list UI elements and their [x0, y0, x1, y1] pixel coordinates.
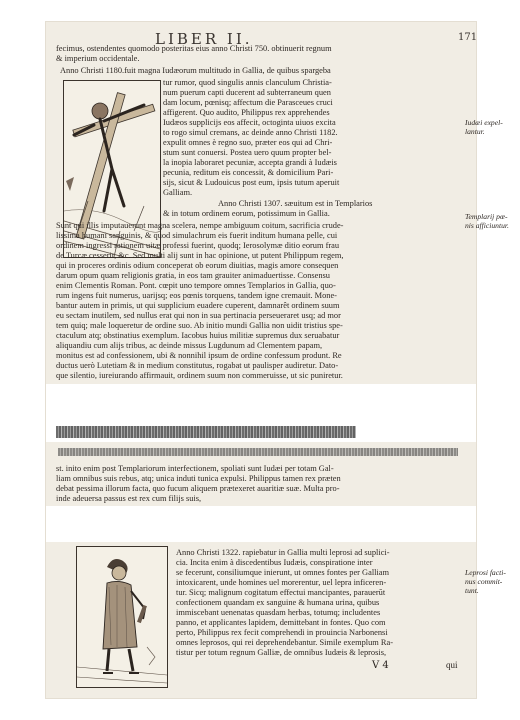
ink-smudge: [58, 448, 458, 456]
text-line: confectionem quandam ex sanguine & humana urina, quibus: [176, 598, 380, 607]
text-line: stum sunt conuersi. Postea uero quum propter bel-: [163, 148, 332, 157]
text-line: Anno Christi 1307. sæuitum est in Templarios: [218, 199, 373, 208]
text-line: tur. Sicq; malignum cogitatum effectui mancipantes, parauerūt: [176, 588, 386, 597]
margin-note: Iudæi expel-lantur.: [465, 118, 503, 136]
text-line: Anno Christi 1180.fuit magna Iudæorum multitudo in Gallia, de quibus spargeba: [60, 66, 331, 75]
text-line: inde adeuersa passus est rex cum filijs suis,: [56, 494, 202, 503]
text-line: eu sectam inutilem, sed nullus erat qui non in sua pertinacia perseueraret usq; ad mor: [56, 311, 341, 320]
text-line: qui in proceres ordinis odium conceperat ob eorum diuitias, magis amore consequen: [56, 261, 339, 270]
text-line: bantur autem in primis, ut qui supplicium euadere cuperent, damnarêt ordinem suum: [56, 301, 340, 310]
text-line: de Turcæ cesserit, &c. Sed multi alij sunt in hac opinione, ut putent Philippum regem,: [56, 251, 344, 260]
text-line: debat pessima illorum facta, quo fucum aliquem prætexeret auaritiæ suæ. Multa pro-: [56, 484, 340, 493]
text-line: immiscebant uenenatas quasdam herbas, totumq; includentes: [176, 608, 381, 617]
text-line: la inopia laboraret pecuniæ, accepta grandi à Iudæis: [163, 158, 337, 167]
catchword: qui: [446, 660, 458, 670]
text-line: omnes leprosos, qui rei deprehendebantur. Simile exemplum Ra-: [176, 638, 394, 647]
text-line: monitus est ad confessionem, ubi & nonnihil ipsum de ordine confessum produnt. Re: [56, 351, 342, 360]
page-number: 171: [458, 32, 478, 43]
text-line: tem quiq; male loqueretur de ordine suo. Ab initio mundi Gallia non uidit tristius spe-: [56, 321, 343, 330]
text-line: to rogo simul cremans, ac deinde anno Christi 1182.: [163, 128, 338, 137]
text-line: liam omnibus suis rebus, atq; unica induti tunica expulsi. Philippus tamen rex præten: [56, 474, 341, 483]
text-line: ctaculum atq; obstinatius exemplum. Iacobus huius militiæ supremus dux seruabatur: [56, 331, 340, 340]
running-title: LIBER II.: [155, 30, 253, 48]
text-line: Galliam.: [163, 188, 193, 197]
leper-woodcut: [76, 546, 168, 688]
text-line: dam locum, pœnisq; affectum die Parasceues cruci: [163, 98, 333, 107]
text-line: darum opum quam religionis gratia, in eos tam grauiter animaduertisse. Consensu: [56, 271, 330, 280]
text-line: & in totum ordinem eorum, potissimum in Gallia.: [163, 209, 330, 218]
text-line: Sunt qui illis imputauerunt magna scelera, nempe ambiguum coitum, sacrificia crude-: [56, 221, 344, 230]
text-line: que silentio, iureiurando affirmauit, ordinem suum non commeruisse, ut sic puniretur.: [56, 371, 343, 380]
text-line: aliquandiu cum alijs tribus, ac deinde missus Lugdunum ad Clementem papam,: [56, 341, 323, 350]
text-line: expulit omnes è regno suo, præter eos qui ad Chri-: [163, 138, 333, 147]
margin-note: Templarij pœ-nis afficiuntur.: [465, 212, 509, 230]
leper-illustration: [77, 547, 167, 687]
text-line: lissima humani sanguinis, & quod simulachrum eis fuerit inditum humana pelle, cui: [56, 231, 338, 240]
text-line: ordinem ingressi rationem uitæ professi fuerint, quodq; Ierosolymæ ditio eorum frau: [56, 241, 340, 250]
paper-tear-gap: [46, 506, 476, 542]
text-line: affigerent. Quo audito, Philippus rex apprehendes: [163, 108, 330, 117]
text-line: enim Clementis Roman. Pont. cœpit uno tempore omnes Templarios in Gallia, quo-: [56, 281, 336, 290]
text-line: sijs, sicut & Ludouicus post eum, ipsis tutum aperuit: [163, 178, 340, 187]
text-line: tur rumor, quod singulis annis clanculum Christia-: [163, 78, 332, 87]
signature-mark: V 4: [372, 660, 389, 671]
text-line: ductus uerò Lutetiam & in medium constitutus, rogabat ut paulisper audiretur. Dato-: [56, 361, 339, 370]
text-line: Iudæos supplicijs eos affecit, octoginta uiuos excita: [163, 118, 336, 127]
text-line: cia. Incita enim à discedentibus Iudæis, conspiratione inter: [176, 558, 373, 567]
text-line: Anno Christi 1322. rapiebatur in Gallia multi leprosi ad suplici-: [176, 548, 390, 557]
text-line: st. inito enim post Templariorum interfectionem, spoliati sunt Iudæi per totam Gal-: [56, 464, 334, 473]
text-line: intoxicarent, unde homines uel morerentur, uel lepra inficeren-: [176, 578, 387, 587]
text-line: tistur per totum regnum Galliæ, de omnibus Iudæis & leprosis,: [176, 648, 387, 657]
text-line: fecimus, ostendentes quomodo posteritas eius anno Christi 750. obtinuerit regnum: [56, 44, 332, 53]
ink-smudge: [56, 426, 356, 438]
text-line: perto, Philippus rex fecit comprehendi in prouincia Narbonensi: [176, 628, 388, 637]
text-line: rum ingens fuit numerus, uarijsq; eos pœnis torquens, tandem igne cremauit. Mone-: [56, 291, 337, 300]
text-line: se fecerunt, consiliumque inierunt, ut omnes fontes per Galliam: [176, 568, 390, 577]
margin-note: Leprosi facti-nus commit-tunt.: [465, 568, 506, 595]
text-line: num puerum capti ducerent ad subterraneum quen: [163, 88, 331, 97]
text-line: & imperium occidentale.: [56, 54, 140, 63]
text-line: pecunia, reditum eis concessit, & domicilium Pari-: [163, 168, 334, 177]
text-line: panno, et applicantes lapidem, demittebant in fontes. Quo com: [176, 618, 386, 627]
